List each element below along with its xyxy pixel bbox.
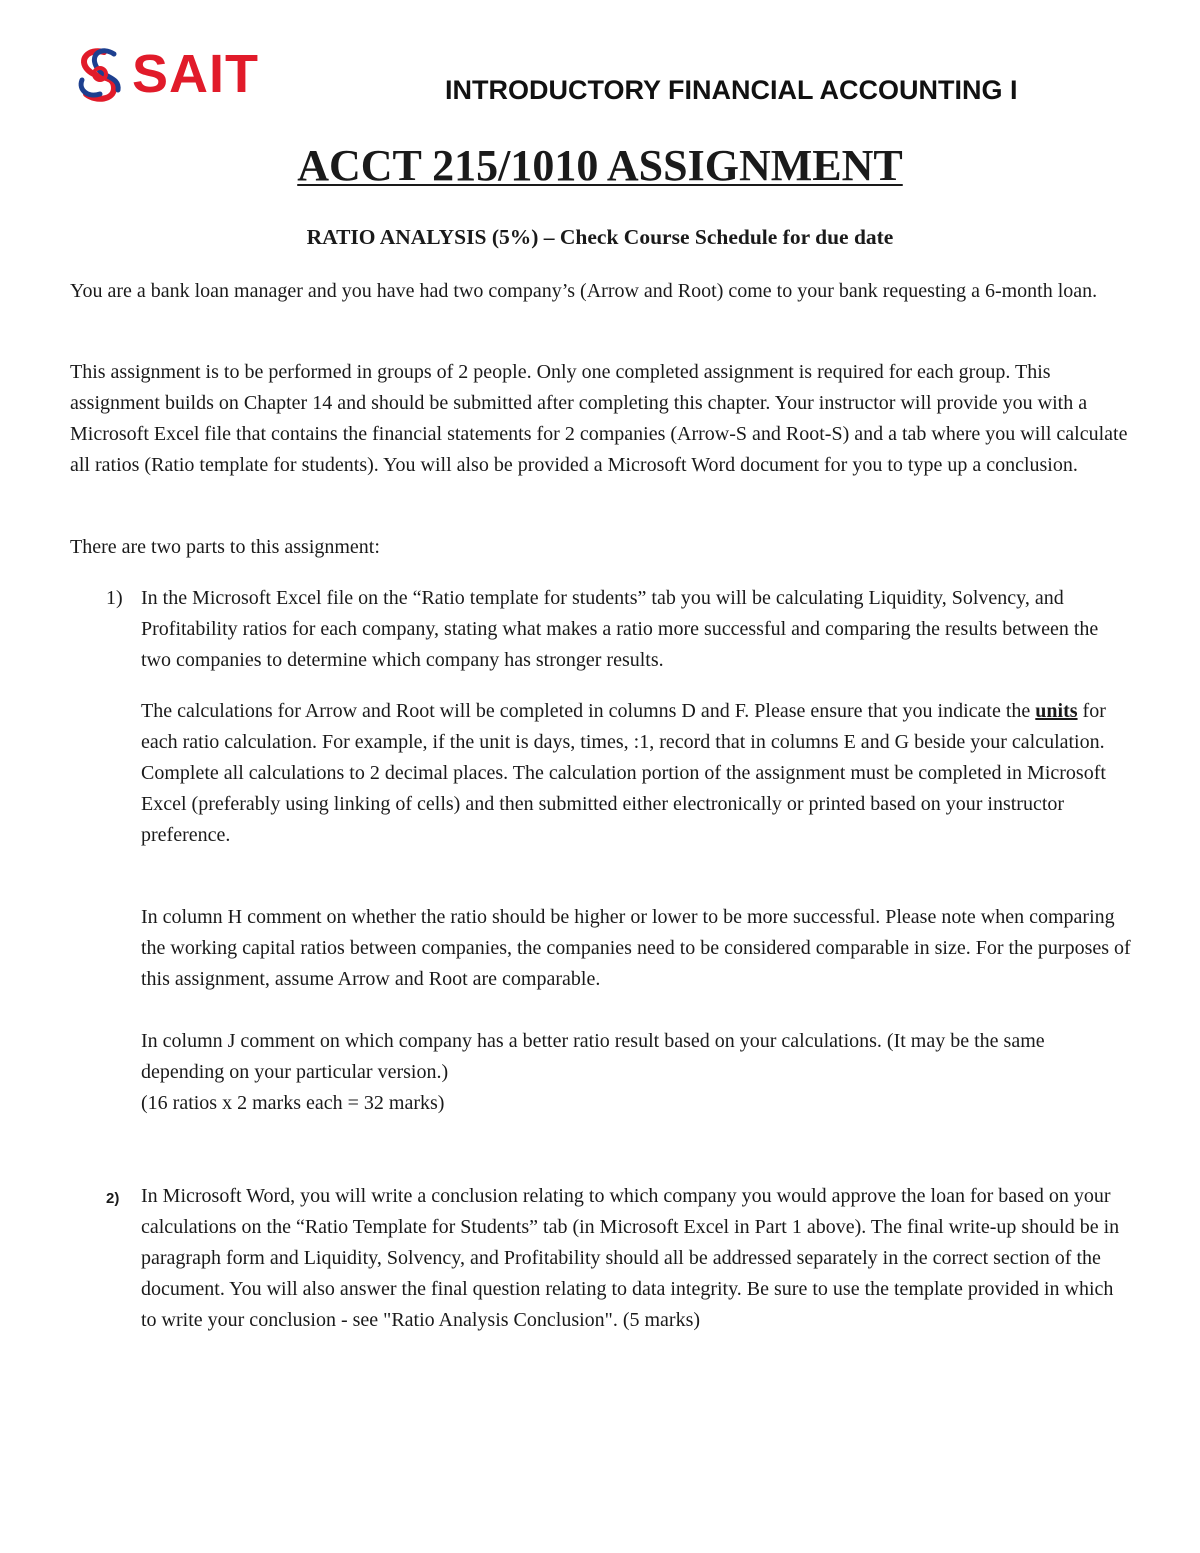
logo-wordmark: SAIT [132,44,260,104]
assignment-subtitle: RATIO ANALYSIS (5%) – Check Course Schedule for due date [306,225,894,249]
part-2-number: 2) [106,1190,120,1207]
part-2-paragraph: In Microsoft Word, you will write a conclusion relating to which company you would approve the loan for based on your calculations on the “Ratio Template for Students” tab (in Microsoft Excel in Part 1 above). The final write-up should be in paragraph form and Liquidity, Solvency, and Profitability should all be addressed separately in the correct section of the document. You will also answer the final question relating to data integrity. Be sure to use the template provided in which to write your conclusion - see "Ratio Analysis Conclusion". (5 marks) [141,1185,1120,1331]
intro-paragraph-3: There are two parts to this assignment: [70,536,380,558]
intro-paragraph-1: You are a bank loan manager and you have had two company’s (Arrow and Root) come to your bank requesting a 6-month loan. [70,280,1098,302]
part-1-paragraph-2-start: The calculations for Arrow and Root will be completed in columns D and F. Please ensure that you indicate the [141,700,1036,722]
units-emphasis: units [1035,700,1078,722]
part-1-number: 1) [106,587,123,609]
part-1-paragraph-4: In column J comment on which company has a better ratio result based on your calculations. (It may be the same depending on your particular version.) [141,1030,1045,1083]
part-1-marks: (16 ratios x 2 marks each = 32 marks) [141,1092,445,1114]
part-1-paragraph-1: In the Microsoft Excel file on the “Ratio template for students” tab you will be calculating Liquidity, Solvency, and Profitability ratios for each company, stating what makes a ratio more successful and comparing the results between the two companies to determine which company has stronger results. [141,587,1099,671]
assignment-title: ACCT 215/1010 ASSIGNMENT [297,141,903,190]
sait-logo [74,44,259,104]
course-title: INTRODUCTORY FINANCIAL ACCOUNTING I [445,75,1018,105]
part-1-paragraph-3: In column H comment on whether the ratio should be higher or lower to be more successful. Please note when comparing the working capital ratios between companies, the companies need to be considered comparable in size. For the purposes of this assignment, assume Arrow and Root are comparable. [141,906,1131,990]
part-1-paragraph-2 [141,696,1131,851]
part-1-paragraph-2-end: for each ratio calculation. For example, if the unit is days, times, :1, record that in columns E and G beside your calculation. Complete all calculations to 2 decimal places. The calculation portion of the assignment must be completed in Microsoft Excel (preferably using linking of cells) and then submitted either electronically or printed based on your instructor preference. [141,700,1106,846]
sait-logo-icon [74,44,128,104]
intro-paragraph-2: This assignment is to be performed in groups of 2 people. Only one completed assignment is required for each group. This assignment builds on Chapter 14 and should be submitted after completing this chapter. Your instructor will provide you with a Microsoft Excel file that contains the financial statements for 2 companies (Arrow-S and Root-S) and a tab where you will calculate all ratios (Ratio template for students). You will also be provided a Microsoft Word document for you to type up a conclusion. [70,361,1128,476]
